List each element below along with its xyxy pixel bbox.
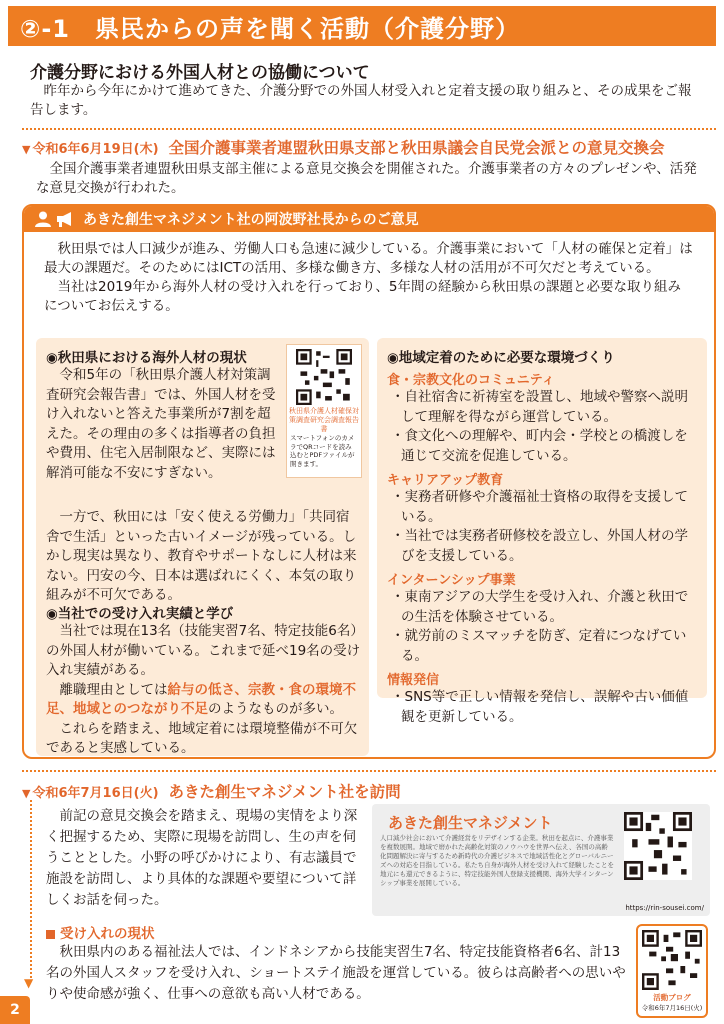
category-item: ・就労前のミスマッチを防ぎ、定着につなげている。 bbox=[391, 628, 687, 664]
category-item: ・食文化への理解や、町内会・学校との橋渡しを通じて交流を促進している。 bbox=[391, 428, 688, 464]
qr-code-icon bbox=[296, 349, 352, 405]
qr-code-icon[interactable] bbox=[624, 812, 692, 880]
event2-summary: 前記の意見交換会を踏まえ、現場の実情をより深く把握するため、実際に現場を訪問し、生の声を伺うこととした。小野の呼びかけにより、有志議員で施設を訪問し、より具体的な課題や要望について詳しくお話を伺った。 bbox=[46, 808, 358, 908]
category-item: ・実務者研修や介護福祉士資格の取得を支援している。 bbox=[391, 489, 688, 525]
opinion-body bbox=[44, 240, 694, 316]
event1-summary: 全国介護事業者連盟秋田県支部主催による意見交換会を開催された。介護事業者の方々のプレゼンや、活発な意見交換が行われた。 bbox=[36, 161, 697, 196]
current-status-heading: ◉秋田県における海外人材の現状 bbox=[46, 350, 247, 366]
divider bbox=[22, 128, 716, 130]
category-title: キャリアアップ教育 bbox=[387, 473, 504, 488]
opinion-para-2: 当社は2019年から海外人材の受け入れを行っており、5年間の経験から秋田県の課題と必要な取り組みについてお伝えする。 bbox=[44, 279, 681, 314]
event2-header bbox=[22, 780, 401, 802]
environment-heading: ◉地域定着のために必要な環境づくり bbox=[387, 350, 615, 366]
event1-title: 全国介護事業者連盟秋田県支部と秋田県議会自民党会派との意見交換会 bbox=[168, 139, 665, 157]
results-highlight: 給与の低さ、宗教・食の環境不足、地域とのつながり不足 bbox=[46, 681, 356, 717]
current-status-p2: 一方で、秋田には「安く使える労働力」「共同宿舎で生活」といった古いイメージが残っている。しかし現実は異なり、教育やサポートなしに人材は来ない。円安の今、日本は選ばれにくく、本気の取り組みが不可欠である。 bbox=[46, 509, 357, 603]
qr-note: スマートフォンのカメラでQRコードを読み込むとPDFファイルが開きます。 bbox=[290, 434, 355, 468]
company-url[interactable]: https://rin-sousei.com/ bbox=[625, 904, 704, 912]
timeline-arrow-icon: ▼ bbox=[24, 976, 34, 990]
event2-title: あきた創生マネジメント社を訪問 bbox=[168, 783, 401, 801]
megaphone-icon bbox=[55, 210, 75, 228]
company-box bbox=[372, 804, 710, 916]
opinion-icons bbox=[34, 210, 75, 228]
right-panel bbox=[377, 338, 707, 725]
environment-section bbox=[387, 346, 699, 727]
opinion-heading: あきた創生マネジメント社の阿波野社長からのご意見 bbox=[83, 212, 419, 228]
square-bullet-icon bbox=[46, 930, 55, 939]
header-bar bbox=[8, 6, 716, 46]
company-description: 人口減少社会において介護経営をリデザインする企業。秋田を起点に、介護事業を複数展開。地域で磨かれた高齢化対策のノウハウを世界へ伝え、各国の高齢化問題解決に寄与するため新時代の介護ビジネスで地域活性化とグローバルニーズへの対応を目指している。私たち自身が海外人材を受け入れて経験したことを地元にも還元できるように、特定技能外国人登録支援機関、海外大学インターンシップ事業を展開している。 bbox=[380, 834, 614, 887]
event1-date: 令和6年6月19日(木) bbox=[32, 141, 159, 157]
page-number: 2 bbox=[0, 996, 30, 1024]
opinion-para-1: 秋田県では人口減少が進み、労働人口も急速に減少している。介護事業において「人材の確保と定着」は最大の課題だ。そのためにはICTの活用、多様な働き方、多様な人材の活用が不可欠だと考えている。 bbox=[44, 241, 693, 276]
results-p2b: のようなものが多い。 bbox=[208, 701, 343, 717]
divider bbox=[22, 770, 716, 772]
acceptance-heading-label: 受け入れの現状 bbox=[60, 926, 155, 942]
event1-header bbox=[22, 136, 665, 158]
acceptance-text: 秋田県内のある福祉法人では、インドネシアから技能実習生7名、特定技能資格者6名、計13名の外国人スタッフを受け入れ、ショートステイ施設を運営している。彼らは高齢者への思いやりや使命感が強く、仕事への意欲も高い人材である。 bbox=[46, 944, 626, 1002]
page-title: ②-1 県民からの声を聞く活動（介護分野） bbox=[20, 14, 520, 43]
results-heading: ◉当社での受け入れ実績と学び bbox=[46, 606, 234, 622]
qr-caption: 秋田県介護人材確保対策調査研究会調査報告書 bbox=[289, 407, 359, 433]
person-icon bbox=[34, 210, 52, 228]
blog-label: 活動ブログ bbox=[653, 993, 691, 1002]
category-title: 食・宗教文化のコミュニティ bbox=[387, 373, 555, 388]
results-p2a: 離職理由としては bbox=[59, 681, 168, 698]
report-qr-card[interactable] bbox=[286, 344, 362, 478]
opinion-heading-bar bbox=[24, 206, 714, 232]
category-item: ・東南アジアの大学生を受け入れ、介護と秋田での生活を体験させている。 bbox=[391, 589, 689, 625]
event2-date: 令和6年7月16日(火) bbox=[32, 785, 159, 801]
category-title: 情報発信 bbox=[387, 673, 440, 688]
section-subtitle: 介護分野における外国人材との協働について bbox=[30, 63, 370, 83]
blog-date: 令和6年7月16日(火) bbox=[641, 1004, 703, 1012]
opinion-box bbox=[22, 204, 716, 759]
left-panel bbox=[36, 338, 369, 756]
timeline-line bbox=[30, 800, 32, 978]
category-title: インターンシップ事業 bbox=[387, 573, 516, 588]
acceptance-heading bbox=[46, 922, 155, 942]
current-status-text-2 bbox=[46, 508, 362, 606]
category-item: ・当社では実務者研修校を設立し、外国人材の学びを支援している。 bbox=[391, 528, 688, 564]
current-status-text-1 bbox=[46, 366, 284, 483]
category-item: ・自社宿舎に祈祷室を設置し、地域や警察へ説明して理解を得ながら運営している。 bbox=[391, 389, 688, 425]
event1-date-label: ▼ 令和6年6月19日(木) bbox=[22, 141, 159, 157]
intro-text: 昨年から今年にかけて進めてきた、介護分野での外国人材受入れと定着支援の取り組みと、その成果をご報告します。 bbox=[30, 83, 692, 118]
current-status-p1: 令和5年の「秋田県介護人材対策調査研究会報告書」では、外国人材を受け入れないと答えた事業所が7割を超えた。その理由の多くは指導者の負担や費用、住宅入居制限など、実際には解消可能な不安にすぎない。 bbox=[46, 367, 276, 481]
results-p3: これらを踏まえ、地域定着には環境整備が不可欠であると実感している。 bbox=[46, 720, 358, 756]
blog-qr-card[interactable] bbox=[636, 924, 708, 1018]
category-item: ・SNS等で正しい情報を発信し、誤解や古い価値観を更新している。 bbox=[391, 689, 689, 725]
results-p1: 当社では現在13名（技能実習7名、特定技能6名）の外国人材が働いている。これまで延べ19名の受け入れ実績がある。 bbox=[46, 623, 361, 678]
qr-code-icon bbox=[642, 930, 702, 990]
event2-date-label: ▼ 令和6年7月16日(火) bbox=[22, 785, 159, 801]
company-name: あきた創生マネジメント bbox=[388, 814, 553, 832]
results-text bbox=[46, 622, 362, 759]
results-p2 bbox=[46, 681, 362, 720]
